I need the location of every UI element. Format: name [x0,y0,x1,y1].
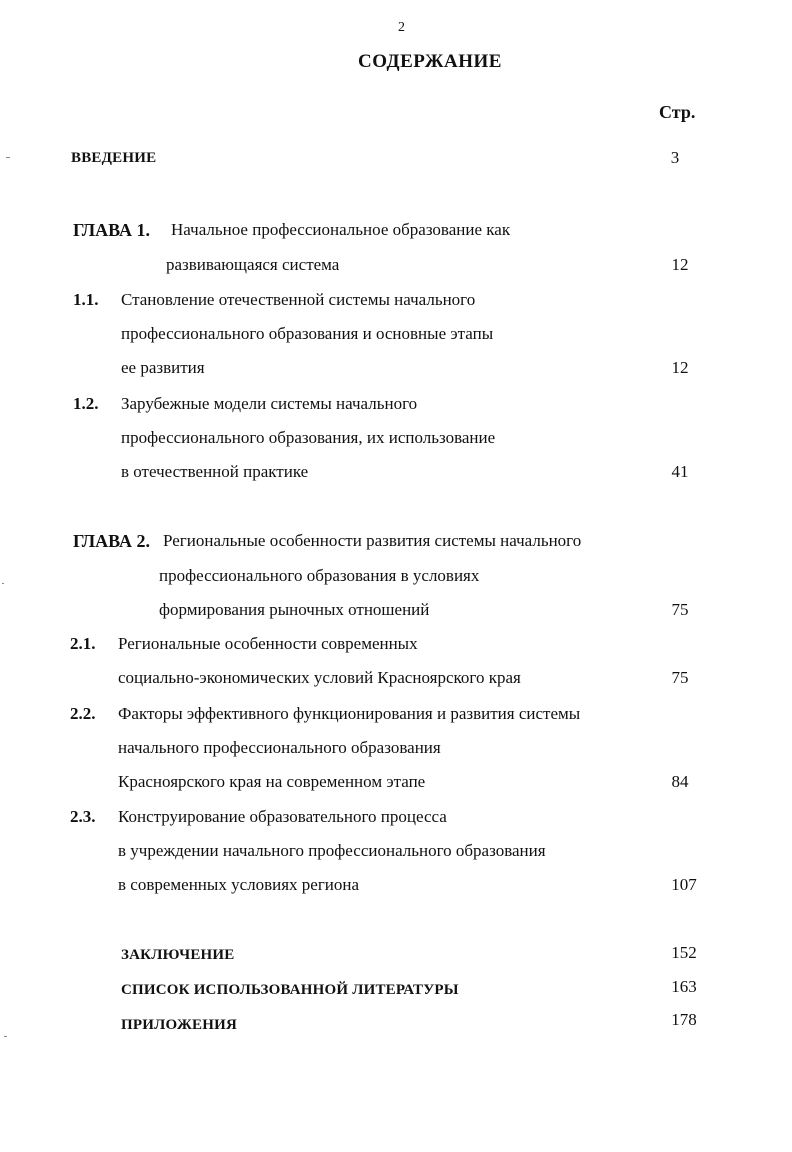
section-2-3-page: 107 [671,875,697,894]
toc-conclusion-label[interactable]: ЗАКЛЮЧЕНИЕ [121,947,235,963]
toc-appendices-page: 178 [671,1010,697,1029]
section-2-2-page: 84 [671,772,689,791]
section-1-1-page: 12 [671,358,689,377]
section-2-1-page: 75 [671,668,689,687]
chapter2-page: 75 [671,600,689,619]
toc-bibliography-page: 163 [671,977,697,996]
section-1-1-line1[interactable]: Становление отечественной системы начального [121,290,476,309]
chapter1-title-line1: Начальное профессиональное образование как [171,220,511,239]
toc-bibliography-label[interactable]: СПИСОК ИСПОЛЬЗОВАННОЙ ЛИТЕРАТУРЫ [121,982,459,998]
toc-intro-page: 3 [670,148,680,167]
section-1-2-number: 1.2. [73,394,99,413]
chapter1-page: 12 [671,255,689,274]
section-1-2-line3: в отечественной практике [121,462,309,481]
section-1-1-line2: профессионального образования и основные этапы [121,324,494,343]
section-1-2-line1[interactable]: Зарубежные модели системы начального [121,394,418,413]
page-number: 2 [398,20,405,35]
toc-title: СОДЕРЖАНИЕ [358,51,502,72]
section-2-1-number: 2.1. [70,634,96,653]
chapter1-title-line2: развивающаяся система [166,255,340,274]
section-2-3-number: 2.3. [70,807,96,826]
section-2-1-line1[interactable]: Региональные особенности современных [118,634,418,653]
section-2-3-line3: в современных условиях региона [118,875,360,894]
scan-speck [6,157,10,158]
section-1-2-line2: профессионального образования, их использование [121,428,496,447]
chapter1-label[interactable]: ГЛАВА 1. [73,220,151,240]
section-2-2-line3: Красноярского края на современном этапе [118,772,426,791]
section-2-2-line2: начального профессионального образования [118,738,441,757]
section-2-2-line1[interactable]: Факторы эффективного функционирования и развития системы [118,704,581,723]
scan-speck [4,1036,7,1037]
page-column-header: Стр. [659,102,696,122]
chapter2-label[interactable]: ГЛАВА 2. [73,531,151,551]
toc-conclusion-page: 152 [671,943,697,962]
section-1-1-number: 1.1. [73,290,99,309]
toc-appendices-label[interactable]: ПРИЛОЖЕНИЯ [121,1017,237,1033]
section-2-2-number: 2.2. [70,704,96,723]
chapter2-title-line3: формирования рыночных отношений [159,600,430,619]
section-2-3-line1[interactable]: Конструирование образовательного процесса [118,807,447,826]
section-1-2-page: 41 [671,462,689,481]
section-1-1-line3: ее развития [121,358,205,377]
chapter2-title-line1: Региональные особенности развития системы начального [163,531,582,550]
chapter2-title-line2: профессионального образования в условиях [159,566,480,585]
toc-intro-label[interactable]: ВВЕДЕНИЕ [71,150,157,166]
scan-speck [2,583,4,584]
section-2-1-line2: социально-экономических условий Красноярского края [118,668,521,687]
section-2-3-line2: в учреждении начального профессионального образования [118,841,546,860]
